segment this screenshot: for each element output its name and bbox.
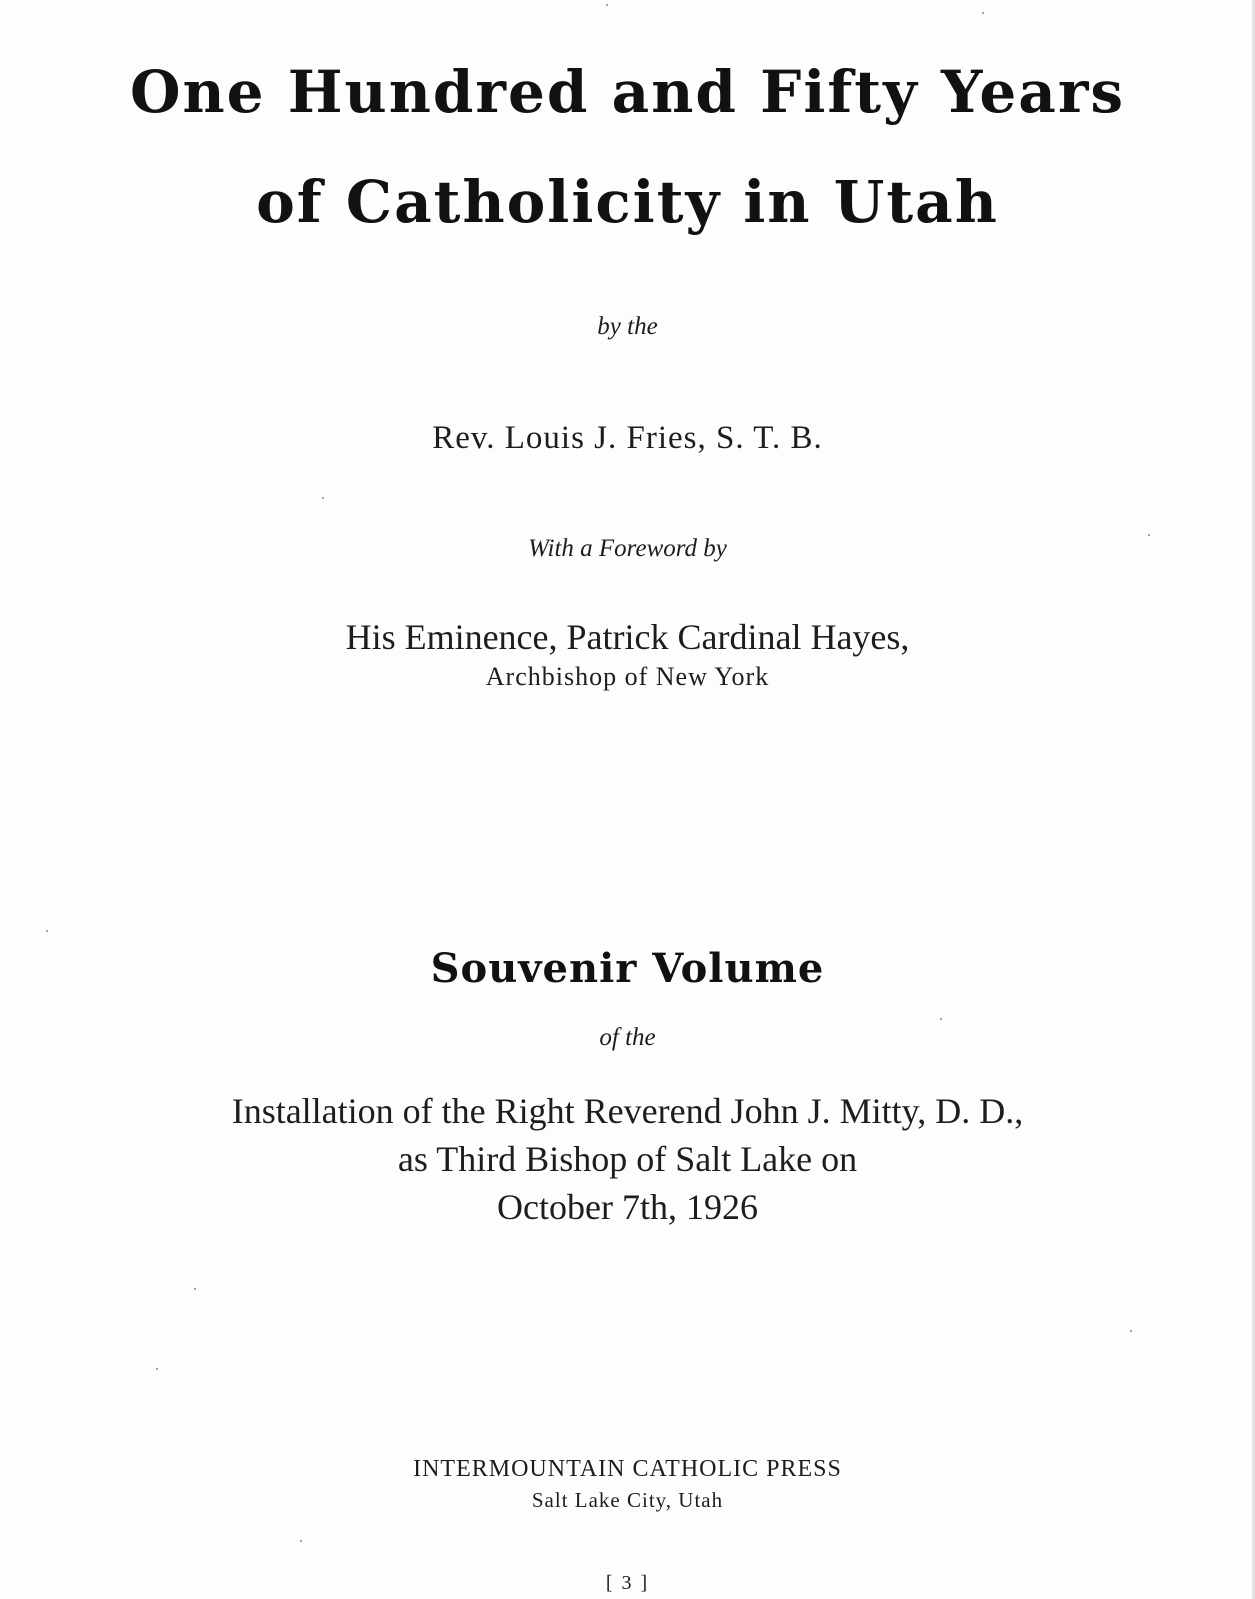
scan-speck: [940, 1018, 942, 1020]
foreword-intro: With a Foreword by: [528, 535, 727, 562]
installation-date: October 7th, 1926: [497, 1187, 758, 1227]
title-line-1: One Hundred and Fifty Years: [129, 58, 1126, 126]
installation-line-2: as Third Bishop of Salt Lake on: [397, 1139, 858, 1179]
scan-speck: [156, 1368, 158, 1370]
scan-speck: [982, 12, 984, 14]
foreword-author: His Eminence, Patrick Cardinal Hayes,: [345, 617, 910, 657]
page-number: [ 3 ]: [605, 1572, 650, 1594]
scan-speck: [606, 4, 608, 6]
byline: by the: [597, 313, 658, 340]
publisher-name: INTERMOUNTAIN CATHOLIC PRESS: [413, 1456, 842, 1482]
scan-speck: [1148, 534, 1150, 536]
title-line-2: of Catholicity in Utah: [256, 168, 999, 236]
scan-speck: [194, 1288, 196, 1290]
installation-line-1: Installation of the Right Reverend John J. Mitty, D. D.,: [231, 1091, 1024, 1131]
scan-speck: [300, 1540, 302, 1542]
souvenir-of-the: of the: [599, 1024, 656, 1051]
scan-speck: [46, 930, 48, 932]
scan-speck: [322, 497, 324, 499]
publisher-location: Salt Lake City, Utah: [531, 1488, 724, 1512]
souvenir-heading: Souvenir Volume: [430, 945, 825, 992]
author-name: Rev. Louis J. Fries, S. T. B.: [432, 420, 823, 456]
foreword-author-title: Archbishop of New York: [485, 662, 770, 691]
scan-speck: [1130, 1330, 1132, 1332]
